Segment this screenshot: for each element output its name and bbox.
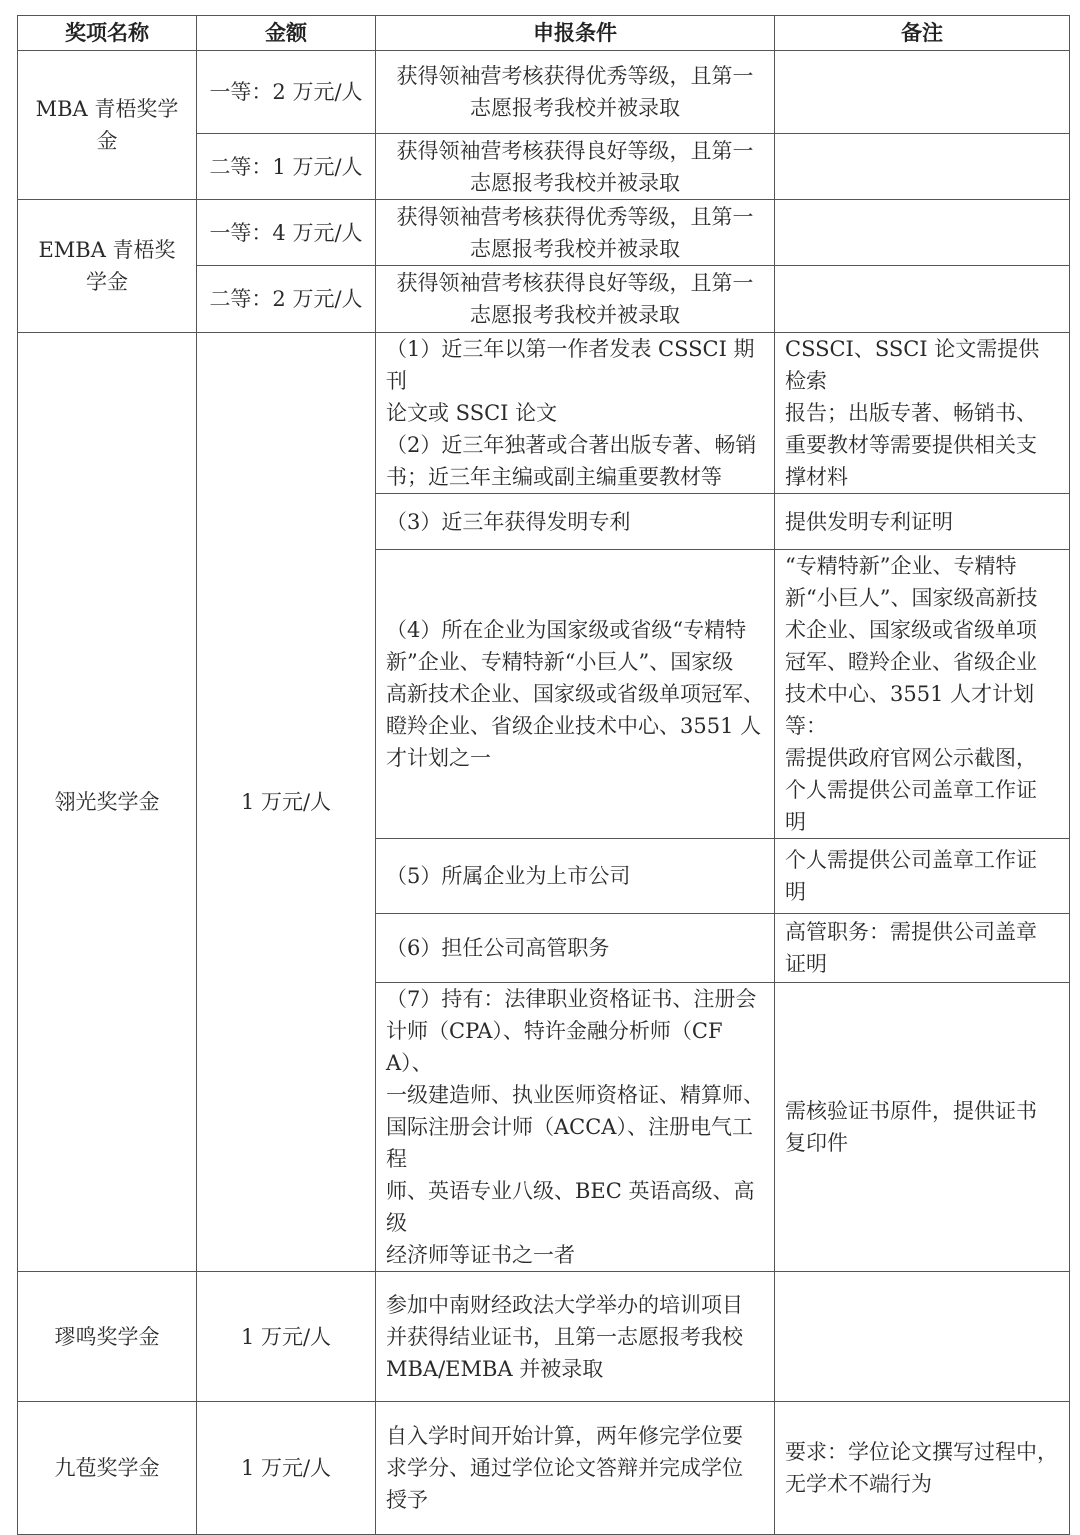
note-line: “专精特新”企业、专精特 — [785, 554, 1017, 578]
award-note — [775, 1272, 1070, 1402]
note-line: 高管职务：需提供公司盖章 — [785, 920, 1037, 944]
condition-line: 志愿报考我校并被录取 — [470, 170, 680, 195]
condition-line: 并获得结业证书，且第一志愿报考我校 — [386, 1324, 743, 1349]
condition-line: 获得领袖营考核获得优秀等级，且第一 — [396, 204, 754, 229]
condition-line: 经济师等证书之一者 — [386, 1243, 575, 1267]
award-note — [775, 914, 1070, 983]
note-line: 个人需提供公司盖章工作证 — [785, 848, 1037, 872]
award-condition — [376, 983, 775, 1272]
note-line: 冠军、瞪羚企业、省级企业 — [785, 650, 1037, 674]
award-condition — [376, 134, 775, 200]
condition-line: （2）近三年独著或合著出版专著、畅销 — [386, 433, 757, 457]
note-line: 明 — [785, 810, 806, 834]
award-note — [775, 51, 1070, 134]
condition-line: 参加中南财经政法大学举办的培训项目 — [386, 1292, 743, 1317]
condition-line: （4）所在企业为国家级或省级“专精特 — [386, 618, 747, 642]
award-name: 翎光奖学金 — [18, 333, 197, 1272]
condition-line: 国际注册会计师（ACCA）、注册电气工程 — [386, 1115, 753, 1171]
award-name: 璆鸣奖学金 — [18, 1272, 197, 1402]
condition-line: 志愿报考我校并被录取 — [470, 96, 680, 120]
award-name: 九苞奖学金 — [18, 1402, 197, 1535]
condition-line: 书；近三年主编或副主编重要教材等 — [386, 465, 722, 489]
note-line: 重要教材等需要提供相关支 — [785, 433, 1037, 457]
condition-line: 自入学时间开始计算，两年修完学位要 — [386, 1424, 743, 1448]
note-line: 新“小巨人”、国家级高新技 — [785, 586, 1038, 610]
note-line: 提供发明专利证明 — [785, 509, 953, 534]
note-line: 个人需提供公司盖章工作证 — [785, 778, 1037, 802]
condition-line: 一级建造师、执业医师资格证、精算师、 — [386, 1083, 764, 1107]
note-line: 需提供政府官网公示截图， — [785, 746, 1037, 770]
note-line: 术企业、国家级或省级单项 — [785, 618, 1037, 642]
condition-line: 志愿报考我校并被录取 — [470, 303, 680, 327]
award-note — [775, 494, 1070, 550]
condition-line: 获得领袖营考核获得良好等级，且第一 — [396, 138, 754, 163]
award-amount: 1 万元/人 — [197, 333, 376, 1272]
award-note — [775, 1402, 1070, 1535]
header-row — [18, 16, 1070, 51]
award-note — [775, 200, 1070, 266]
condition-line: MBA/EMBA 并被录取 — [386, 1356, 604, 1381]
award-condition — [376, 333, 775, 494]
condition-line: （6）担任公司高管职务 — [386, 936, 610, 960]
award-note — [775, 266, 1070, 333]
condition-line: 获得领袖营考核获得优秀等级，且第一 — [396, 64, 754, 88]
table-row — [18, 1402, 1070, 1535]
award-condition — [376, 839, 775, 914]
condition-line: 新”企业、专精特新“小巨人”、国家级 — [386, 650, 734, 674]
award-name: MBA 青梧奖学金 — [18, 51, 197, 200]
note-line: 证明 — [785, 952, 827, 976]
note-line: 撑材料 — [785, 465, 848, 489]
note-line: 明 — [785, 880, 806, 904]
table-row — [18, 200, 1070, 266]
award-note — [775, 333, 1070, 494]
condition-line: 授予 — [386, 1488, 428, 1512]
table-row — [18, 333, 1070, 494]
note-line: 要求：学位论文撰写过程中， — [785, 1440, 1058, 1464]
scholarship-table — [17, 15, 1070, 1535]
condition-line: 师、英语专业八级、BEC 英语高级、高级 — [386, 1179, 755, 1235]
condition-line: （5）所属企业为上市公司 — [386, 864, 631, 888]
header-amount: 金额 — [197, 16, 376, 51]
award-amount: 一等：4 万元/人 — [197, 200, 376, 266]
award-condition — [376, 1272, 775, 1402]
award-condition — [376, 494, 775, 550]
award-amount: 二等：2 万元/人 — [197, 266, 376, 333]
note-line: CSSCI、SSCI 论文需提供检索 — [785, 337, 1040, 393]
note-line: 无学术不端行为 — [785, 1472, 932, 1496]
header-conditions: 申报条件 — [376, 16, 775, 51]
table-row — [18, 51, 1070, 134]
condition-line: 才计划之一 — [386, 746, 491, 770]
note-line: 技术中心、3551 人才计划等： — [785, 682, 1035, 738]
table-row — [18, 1272, 1070, 1402]
note-line: 需核验证书原件，提供证书 — [785, 1099, 1037, 1123]
header-notes: 备注 — [775, 16, 1070, 51]
condition-line: （1）近三年以第一作者发表 CSSCI 期刊 — [386, 337, 755, 393]
award-amount: 一等：2 万元/人 — [197, 51, 376, 134]
award-note — [775, 134, 1070, 200]
condition-line: 计师（CPA）、特许金融分析师（CFA）、 — [386, 1019, 723, 1075]
condition-line: （7）持有：法律职业资格证书、注册会 — [386, 987, 757, 1011]
note-line: 报告；出版专著、畅销书、 — [785, 401, 1037, 425]
award-note — [775, 839, 1070, 914]
award-note — [775, 983, 1070, 1272]
condition-line: 瞪羚企业、省级企业技术中心、3551 人 — [386, 714, 762, 738]
note-line: 复印件 — [785, 1131, 848, 1155]
condition-line: 志愿报考我校并被录取 — [470, 236, 680, 261]
award-condition — [376, 1402, 775, 1535]
award-note — [775, 550, 1070, 839]
condition-line: 高新技术企业、国家级或省级单项冠军、 — [386, 682, 764, 706]
condition-line: 论文或 SSCI 论文 — [386, 401, 558, 425]
award-condition — [376, 51, 775, 134]
award-condition — [376, 200, 775, 266]
award-amount: 1 万元/人 — [197, 1402, 376, 1535]
condition-line: （3）近三年获得发明专利 — [386, 509, 631, 534]
award-name: EMBA 青梧奖学金 — [18, 200, 197, 333]
header-award-name: 奖项名称 — [18, 16, 197, 51]
condition-line: 求学分、通过学位论文答辩并完成学位 — [386, 1456, 743, 1480]
award-amount: 二等：1 万元/人 — [197, 134, 376, 200]
award-condition — [376, 550, 775, 839]
award-condition — [376, 914, 775, 983]
award-condition — [376, 266, 775, 333]
award-amount: 1 万元/人 — [197, 1272, 376, 1402]
condition-line: 获得领袖营考核获得良好等级，且第一 — [396, 271, 754, 295]
